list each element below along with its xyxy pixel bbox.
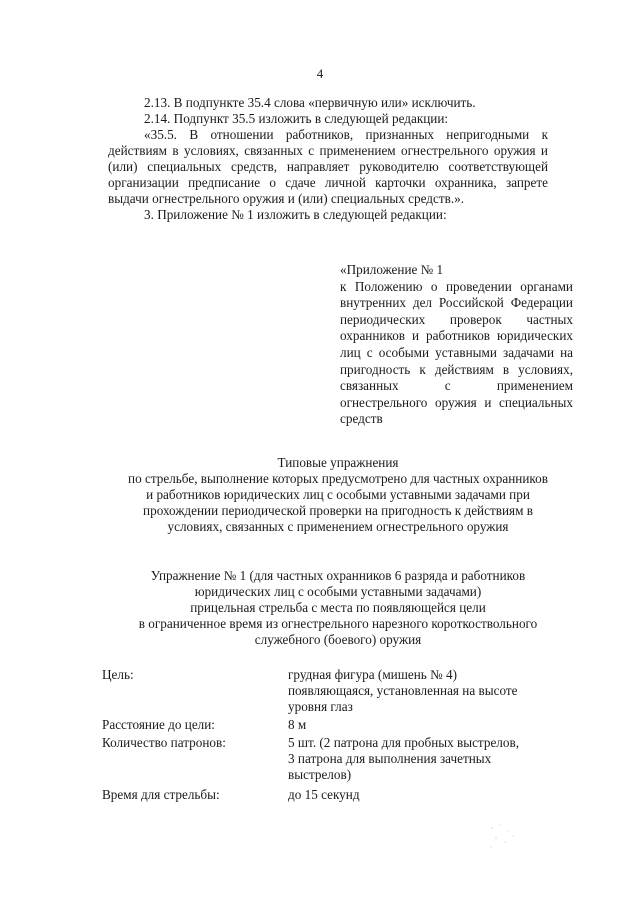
paragraph-35-5: «35.5. В отношении работников, признанных непригодными к действиям в условиях, связанных с применением огнестрельного оружия и (или) специальных средств, направляет руководителю соответствующей организации предписание о сдаче личной карточки охранника, запрете выдачи огнестрельного оружия и (или) специальных средств.». <box>108 127 548 206</box>
param-distance <box>102 717 572 733</box>
amendment-text <box>108 95 548 223</box>
heading-title: Типовые упражнения <box>277 455 399 470</box>
distance-value: 8 м <box>288 717 307 732</box>
scan-artifact <box>488 822 518 852</box>
heading-line: по стрельбе, выполнение которых предусмотрено для частных охранников <box>128 471 548 486</box>
exercise-parameters <box>102 667 572 805</box>
paragraph-2-14: 2.14. Подпункт 35.5 изложить в следующей редакции: <box>144 111 449 126</box>
document-heading <box>98 455 578 535</box>
cartridges-label: Количество патронов: <box>102 735 226 750</box>
page-number: 4 <box>316 66 324 81</box>
exercise-heading <box>98 568 578 648</box>
appendix-title: «Приложение № 1 <box>340 262 444 277</box>
time-label: Время для стрельбы: <box>102 787 220 802</box>
distance-label: Расстояние до цели: <box>102 717 215 732</box>
exercise-line: Упражнение № 1 (для частных охранников 6 разряда и работников <box>150 568 526 583</box>
exercise-line: в ограниченное время из огнестрельного нарезного короткоствольного <box>138 616 538 631</box>
param-time <box>102 787 572 803</box>
heading-line: и работников юридических лиц с особыми уставными задачами при <box>146 487 530 502</box>
cartridges-value: 5 шт. (2 патрона для пробных выстрелов, 3 патрона для выполнения зачетных выстрелов) <box>288 735 520 782</box>
target-value: грудная фигура (мишень № 4) появляющаяся, установленная на высоте уровня глаз <box>288 667 518 714</box>
param-target <box>102 667 572 715</box>
heading-line: прохождении периодической проверки на пригодность к действиям в <box>143 503 533 518</box>
param-cartridges <box>102 735 572 783</box>
exercise-line: прицельная стрельба с места по появляющейся цели <box>190 600 486 615</box>
appendix-header <box>340 262 573 428</box>
exercise-line: юридических лиц с особыми уставными задачами) <box>194 584 482 599</box>
paragraph-2-13: 2.13. В подпункте 35.4 слова «первичную или» исключить. <box>144 95 476 110</box>
paragraph-3: 3. Приложение № 1 изложить в следующей редакции: <box>144 207 447 222</box>
target-label: Цель: <box>102 667 134 682</box>
time-value: до 15 секунд <box>288 787 360 802</box>
heading-line: условиях, связанных с применением огнестрельного оружия <box>167 519 509 534</box>
exercise-line: служебного (боевого) оружия <box>254 632 422 647</box>
appendix-text: к Положению о проведении органами внутренних дел Российской Федерации периодических проверок частных охранников и работников юридических лиц с особыми уставными задачами на пригодность к действиям в условиях, связанных с применением огнестрельного оружия и специальных средств <box>340 278 573 427</box>
